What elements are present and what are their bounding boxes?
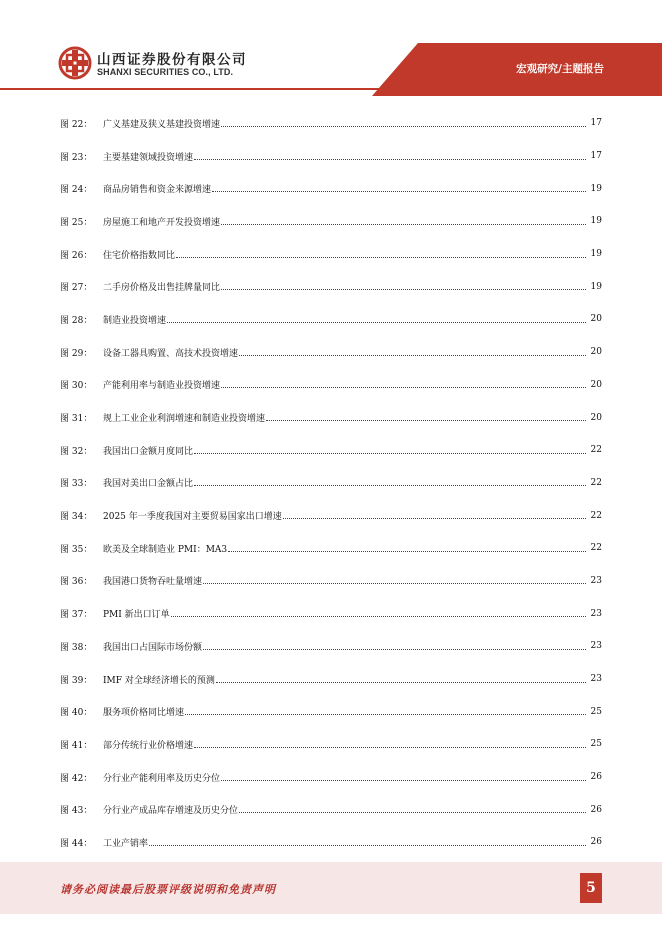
toc-entry-page: 20 <box>590 347 602 358</box>
toc-entry-title: 我国出口占国际市场份额 <box>103 642 203 653</box>
toc-entry[interactable] <box>60 107 602 140</box>
toc-entry[interactable] <box>60 597 602 630</box>
page-number: 5 <box>580 873 602 903</box>
toc-entry-page: 17 <box>590 118 602 129</box>
toc-entry-title: 广义基建及狭义基建投资增速 <box>103 119 221 130</box>
toc-entry[interactable] <box>60 238 602 271</box>
toc-entry-label: 图 33： <box>60 479 93 490</box>
toc-entry-label: 图 27： <box>60 283 93 294</box>
toc-entry[interactable] <box>60 303 602 336</box>
toc-entry-page: 26 <box>590 772 602 783</box>
toc-entry-label: 图 34： <box>60 512 93 523</box>
toc-entry-page: 23 <box>590 608 602 619</box>
toc-dot-leader <box>176 257 586 258</box>
toc-entry-label: 图 25： <box>60 217 93 228</box>
toc-dot-leader <box>167 322 586 323</box>
toc-entry-title: 规上工业企业利润增速和制造业投资增速 <box>103 414 266 425</box>
toc-dot-leader <box>221 126 586 127</box>
toc-entry-page: 19 <box>590 183 602 194</box>
toc-dot-leader <box>194 485 586 486</box>
toc-entry-label: 图 42： <box>60 773 93 784</box>
toc-entry[interactable] <box>60 434 602 467</box>
toc-entry-title: 部分传统行业价格增速 <box>103 740 194 751</box>
toc-entry-page: 26 <box>590 837 602 848</box>
toc-entry-label: 图 26： <box>60 250 93 261</box>
toc-dot-leader <box>221 289 586 290</box>
toc-entry-label: 图 36： <box>60 577 93 588</box>
toc-entry-label: 图 24： <box>60 185 93 196</box>
toc-entry[interactable] <box>60 532 602 565</box>
toc-dot-leader <box>228 551 586 552</box>
toc-entry[interactable] <box>60 140 602 173</box>
report-type-label: 宏观研究/主题报告 <box>516 63 604 75</box>
toc-entry[interactable] <box>60 401 602 434</box>
toc-dot-leader <box>216 682 586 683</box>
company-name-cn: 山西证券股份有限公司 <box>97 52 247 68</box>
toc-entry[interactable] <box>60 793 602 826</box>
toc-entry-label: 图 30： <box>60 381 93 392</box>
toc-entry-page: 20 <box>590 379 602 390</box>
company-logo-icon <box>58 46 92 80</box>
toc-entry-title: 服务项价格同比增速 <box>103 708 185 719</box>
toc-entry-page: 23 <box>590 641 602 652</box>
toc-entry[interactable] <box>60 270 602 303</box>
toc-entry-page: 17 <box>590 151 602 162</box>
toc-entry-page: 22 <box>590 445 602 456</box>
toc-entry-label: 图 44： <box>60 838 93 849</box>
toc-entry-page: 25 <box>590 739 602 750</box>
toc-entry-title: 我国出口金额月度同比 <box>103 446 194 457</box>
disclaimer-text: 请务必阅读最后股票评级说明和免责声明 <box>60 883 276 896</box>
toc-entry-label: 图 39： <box>60 675 93 686</box>
toc-entry-title: 分行业产能利用率及历史分位 <box>103 773 221 784</box>
toc-entry-page: 22 <box>590 510 602 521</box>
toc-dot-leader <box>221 224 586 225</box>
toc-dot-leader <box>203 583 586 584</box>
toc-entry-page: 25 <box>590 706 602 717</box>
toc-dot-leader <box>239 355 586 356</box>
toc-entry-page: 23 <box>590 674 602 685</box>
toc-entry-title: 我国港口货物吞吐量增速 <box>103 577 203 588</box>
toc-entry[interactable] <box>60 728 602 761</box>
toc-entry-page: 20 <box>590 314 602 325</box>
toc-entry-page: 20 <box>590 412 602 423</box>
toc-entry[interactable] <box>60 761 602 794</box>
toc-dot-leader <box>194 159 586 160</box>
toc-entry-label: 图 23： <box>60 152 93 163</box>
toc-dot-leader <box>194 747 586 748</box>
toc-entry[interactable] <box>60 695 602 728</box>
toc-dot-leader <box>149 845 586 846</box>
toc-dot-leader <box>194 453 586 454</box>
page-footer <box>0 862 662 936</box>
toc-entry-title: 商品房销售和资金来源增速 <box>103 185 212 196</box>
toc-entry-label: 图 32： <box>60 446 93 457</box>
toc-entry-label: 图 40： <box>60 708 93 719</box>
toc-entry-title: 2025 年一季度我国对主要贸易国家出口增速 <box>103 512 282 523</box>
toc-entry-title: 主要基建领域投资增速 <box>103 152 194 163</box>
toc-entry-label: 图 31： <box>60 414 93 425</box>
toc-entry-title: 工业产销率 <box>103 838 149 849</box>
toc-entry-title: 住宅价格指数同比 <box>103 250 176 261</box>
toc-entry-page: 26 <box>590 804 602 815</box>
toc-entry[interactable] <box>60 565 602 598</box>
figure-list <box>60 107 602 859</box>
toc-entry[interactable] <box>60 205 602 238</box>
toc-entry-page: 19 <box>590 216 602 227</box>
toc-dot-leader <box>221 780 586 781</box>
toc-entry-label: 图 41： <box>60 740 93 751</box>
toc-dot-leader <box>171 616 586 617</box>
toc-entry-label: 图 35： <box>60 544 93 555</box>
toc-entry-title: 欧美及全球制造业 PMI：MA3 <box>103 544 228 555</box>
toc-entry-label: 图 37： <box>60 610 93 621</box>
toc-entry-title: 二手房价格及出售挂牌量同比 <box>103 283 221 294</box>
toc-entry-label: 图 29： <box>60 348 93 359</box>
toc-entry-page: 23 <box>590 575 602 586</box>
toc-entry-label: 图 43： <box>60 806 93 817</box>
toc-dot-leader <box>212 191 586 192</box>
toc-entry-page: 22 <box>590 477 602 488</box>
toc-entry-title: 产能利用率与制造业投资增速 <box>103 381 221 392</box>
page-header <box>0 0 662 96</box>
toc-entry-title: 房屋施工和地产开发投资增速 <box>103 217 221 228</box>
toc-entry[interactable] <box>60 499 602 532</box>
toc-entry-label: 图 28： <box>60 315 93 326</box>
toc-dot-leader <box>266 420 586 421</box>
toc-entry[interactable] <box>60 336 602 369</box>
toc-entry[interactable] <box>60 663 602 696</box>
toc-entry-title: 我国对美出口金额占比 <box>103 479 194 490</box>
toc-entry-label: 图 38： <box>60 642 93 653</box>
toc-entry-title: 制造业投资增速 <box>103 315 167 326</box>
toc-dot-leader <box>283 518 586 519</box>
toc-entry[interactable] <box>60 630 602 663</box>
toc-dot-leader <box>203 649 586 650</box>
toc-entry-label: 图 22： <box>60 119 93 130</box>
toc-entry-page: 19 <box>590 249 602 260</box>
toc-entry[interactable] <box>60 826 602 859</box>
toc-dot-leader <box>185 714 586 715</box>
toc-entry[interactable] <box>60 467 602 500</box>
toc-dot-leader <box>221 387 586 388</box>
toc-entry-page: 22 <box>590 543 602 554</box>
toc-dot-leader <box>239 812 586 813</box>
company-name-en: SHANXI SECURITIES CO., LTD. <box>97 67 234 77</box>
toc-entry-title: IMF 对全球经济增长的预测 <box>103 675 215 686</box>
toc-entry-title: PMI 新出口订单 <box>103 610 170 621</box>
toc-entry[interactable] <box>60 369 602 402</box>
toc-entry-page: 19 <box>590 281 602 292</box>
toc-entry-title: 设备工器具购置、高技术投资增速 <box>103 348 239 359</box>
toc-entry-title: 分行业产成品库存增速及历史分位 <box>103 806 239 817</box>
toc-entry[interactable] <box>60 172 602 205</box>
